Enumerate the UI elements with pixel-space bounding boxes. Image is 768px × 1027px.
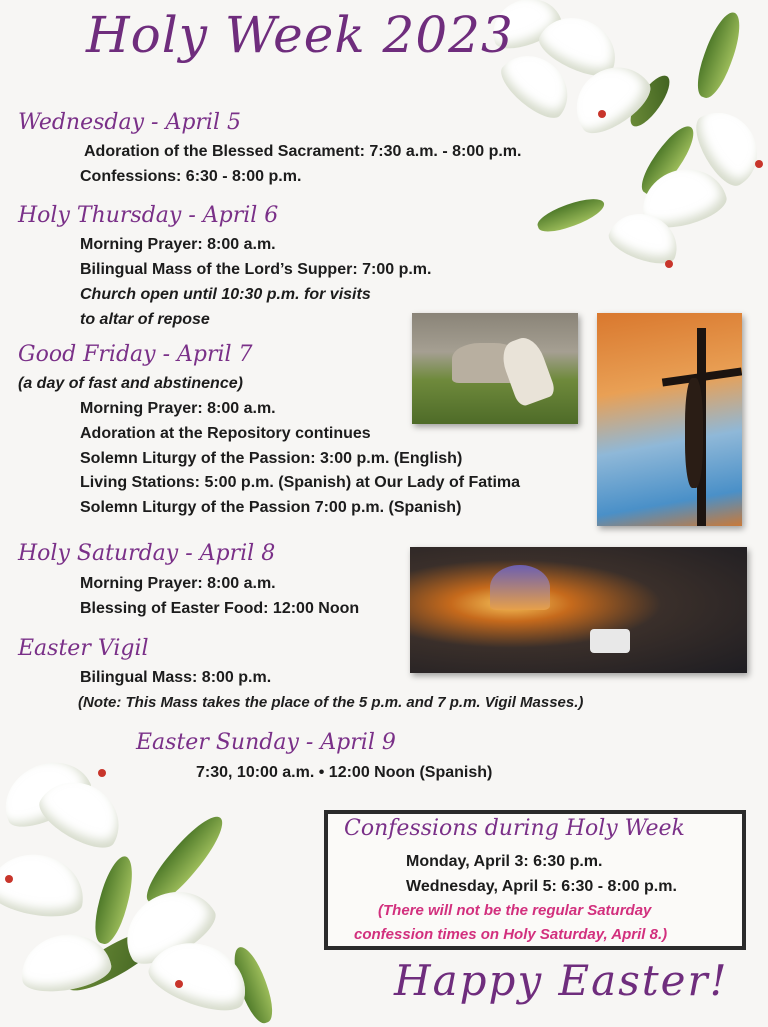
- saturday-heading: Holy Saturday - April 8: [18, 541, 276, 566]
- saturday-line-1: Morning Prayer: 8:00 a.m.: [80, 575, 276, 592]
- lily-decoration-top: [470, 0, 768, 280]
- happy-easter-text: Happy Easter!: [394, 956, 729, 1005]
- friday-line-5: Solemn Liturgy of the Passion 7:00 p.m. (Spanish): [80, 499, 462, 516]
- confessions-heading: Confessions during Holy Week: [344, 816, 685, 841]
- garden-prayer-photo: [412, 313, 578, 424]
- sunday-heading: Easter Sunday - April 9: [136, 730, 396, 755]
- confessions-note-2: confession times on Holy Saturday, April 8.): [354, 926, 668, 943]
- thursday-line-2: Bilingual Mass of the Lord’s Supper: 7:00 p.m.: [80, 261, 432, 278]
- crucifix-sunset-photo: [597, 313, 742, 526]
- friday-line-3: Solemn Liturgy of the Passion: 3:00 p.m. (English): [80, 450, 463, 467]
- friday-line-1: Morning Prayer: 8:00 a.m.: [80, 400, 276, 417]
- vigil-heading: Easter Vigil: [18, 636, 149, 661]
- friday-heading: Good Friday - April 7: [18, 342, 253, 367]
- thursday-heading: Holy Thursday - April 6: [18, 203, 279, 228]
- thursday-note-1: Church open until 10:30 p.m. for visits: [80, 286, 371, 303]
- friday-line-2: Adoration at the Repository continues: [80, 425, 371, 442]
- confessions-note-1: (There will not be the regular Saturday: [378, 902, 652, 919]
- wednesday-line-1: Adoration of the Blessed Sacrament: 7:30 a.m. - 8:00 p.m.: [84, 143, 522, 160]
- page-title: Holy Week 2023: [86, 6, 514, 64]
- thursday-note-2: to altar of repose: [80, 311, 210, 328]
- thursday-line-1: Morning Prayer: 8:00 a.m.: [80, 236, 276, 253]
- sunday-line-1: 7:30, 10:00 a.m. • 12:00 Noon (Spanish): [196, 764, 493, 781]
- saturday-line-2: Blessing of Easter Food: 12:00 Noon: [80, 600, 360, 617]
- vigil-note: (Note: This Mass takes the place of the 5 p.m. and 7 p.m. Vigil Masses.): [78, 694, 584, 711]
- friday-subnote: (a day of fast and abstinence): [18, 375, 243, 392]
- lily-decoration-bottom: [0, 745, 290, 1024]
- confessions-line-1: Monday, April 3: 6:30 p.m.: [406, 853, 603, 870]
- empty-tomb-photo: [410, 547, 747, 673]
- vigil-line-1: Bilingual Mass: 8:00 p.m.: [80, 669, 272, 686]
- confessions-line-2: Wednesday, April 5: 6:30 - 8:00 p.m.: [406, 878, 677, 895]
- wednesday-line-2: Confessions: 6:30 - 8:00 p.m.: [80, 168, 302, 185]
- friday-line-4: Living Stations: 5:00 p.m. (Spanish) at Our Lady of Fatima: [80, 474, 521, 491]
- wednesday-heading: Wednesday - April 5: [18, 110, 241, 135]
